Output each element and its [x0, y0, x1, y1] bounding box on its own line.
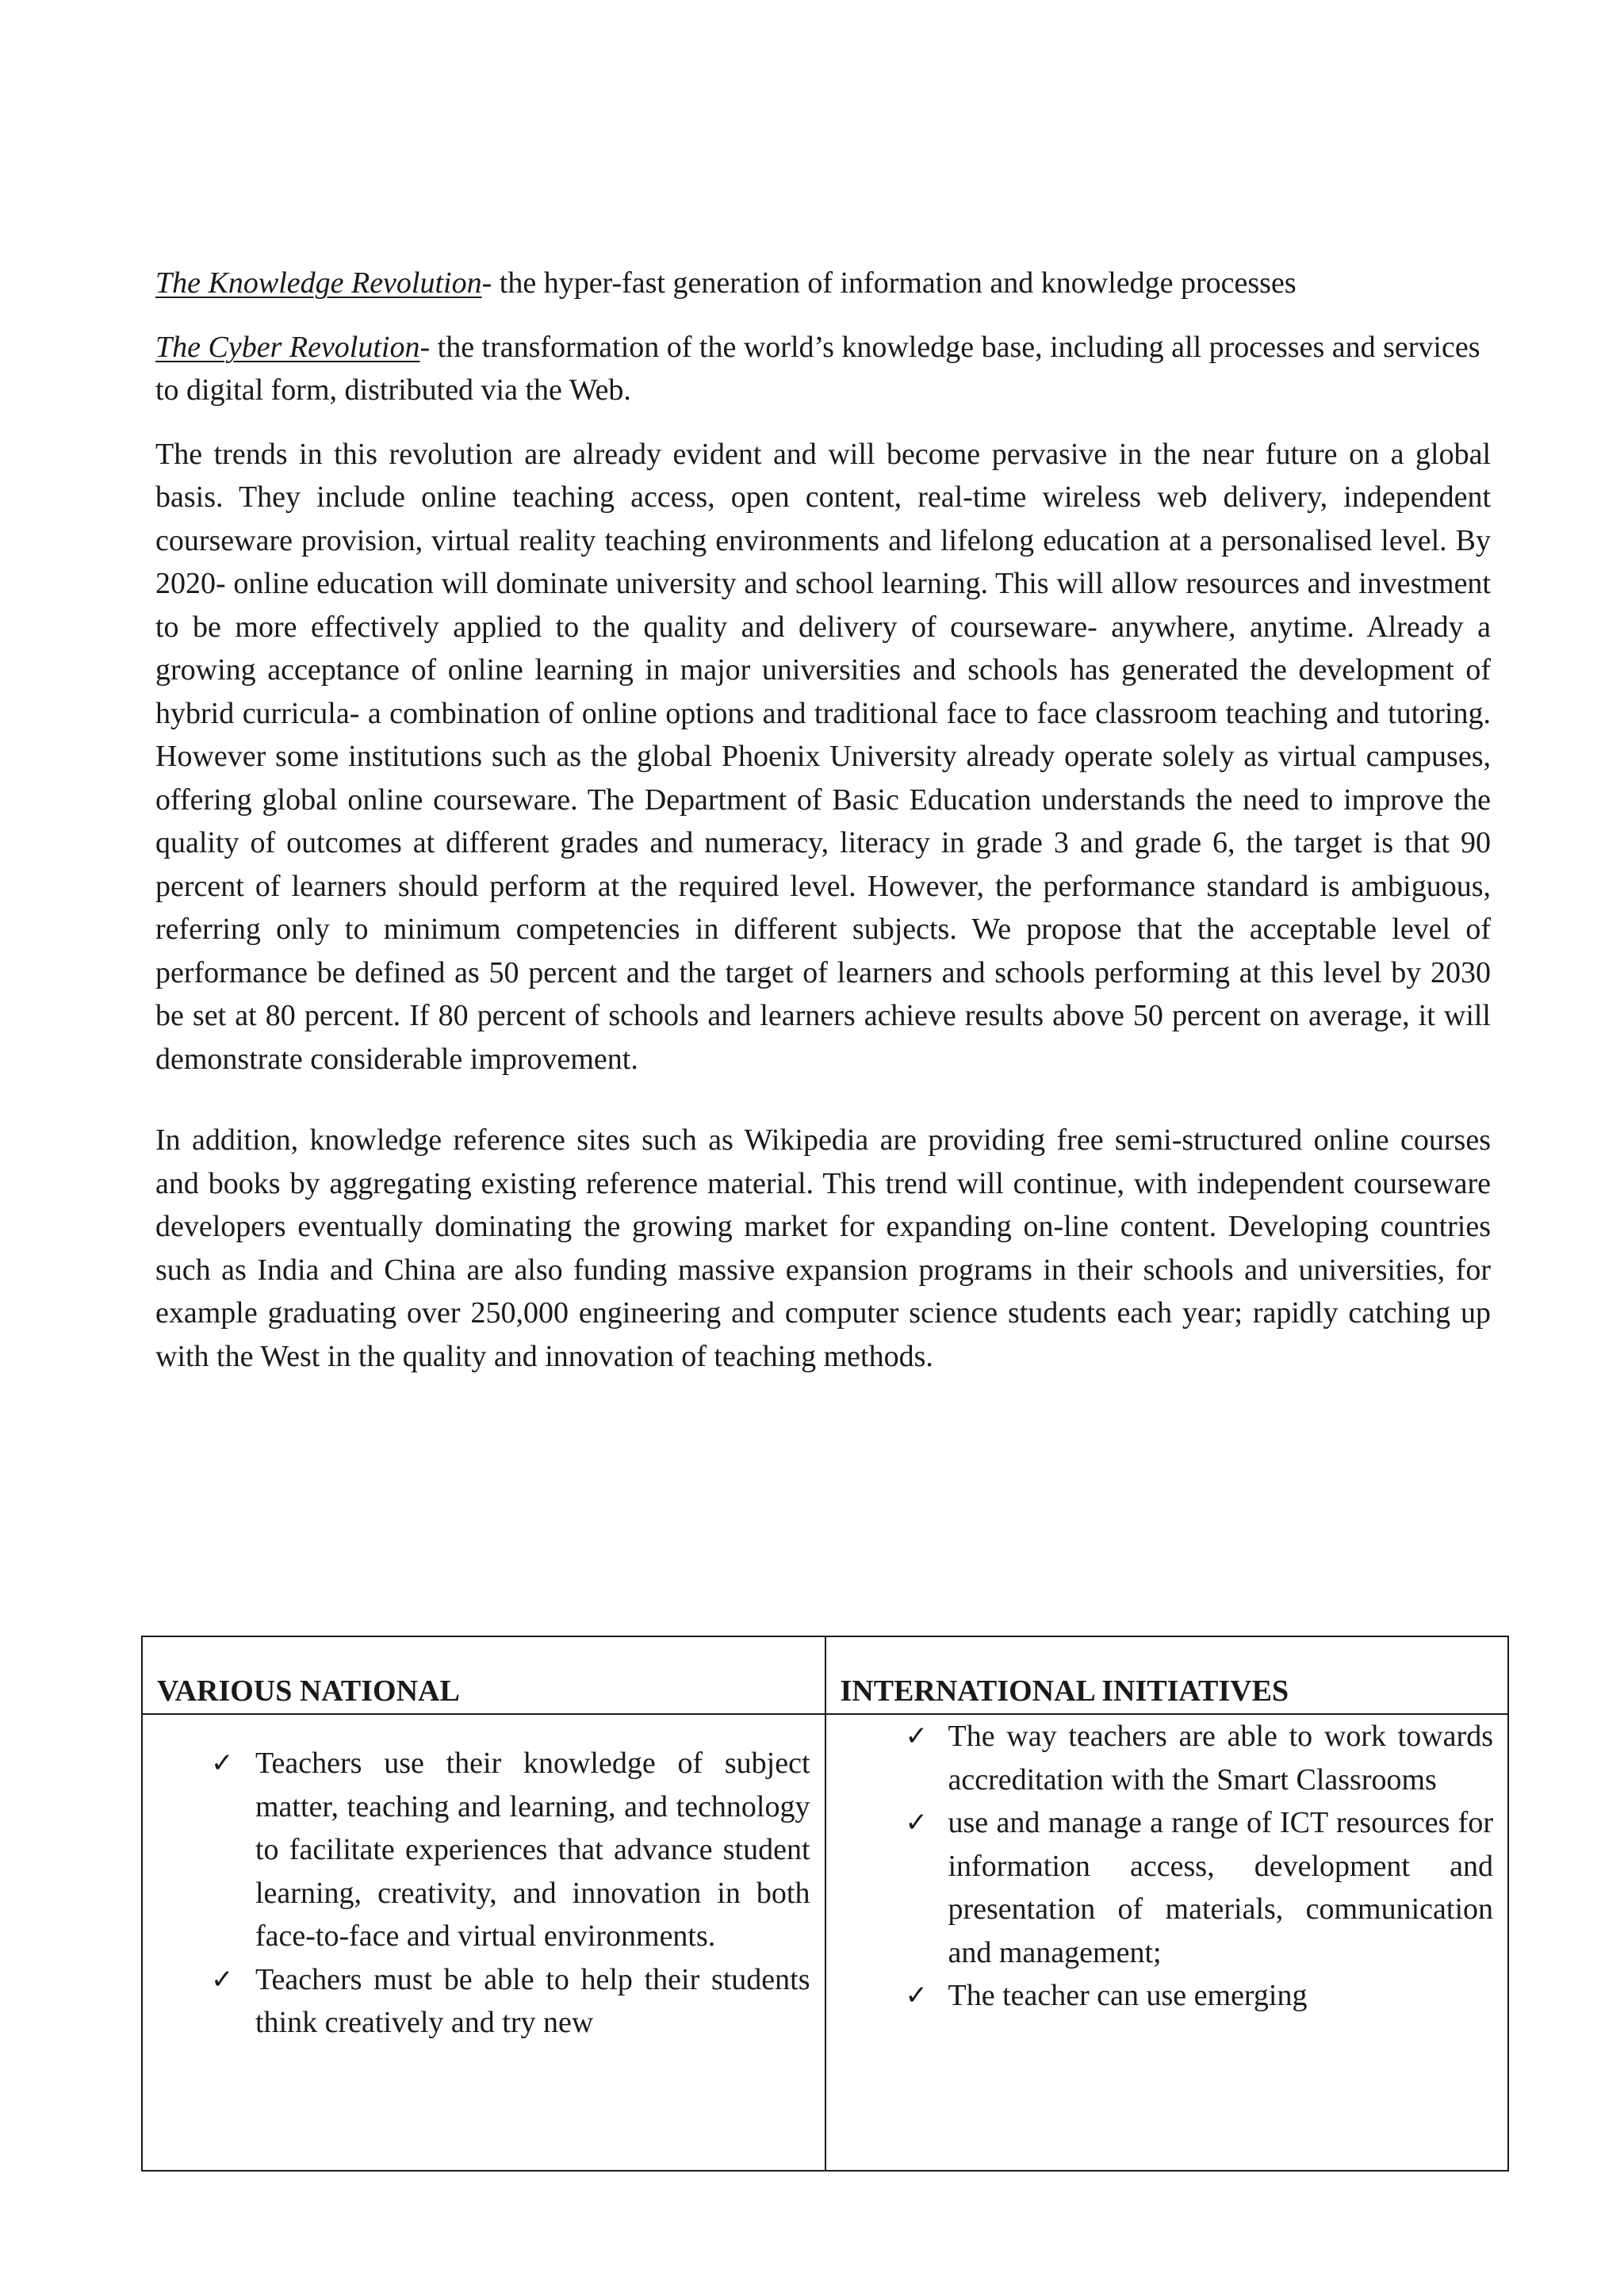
- checkmark-icon: ✓: [905, 1807, 928, 1839]
- list-item: [157, 1742, 810, 1958]
- header-various-national: VARIOUS NATIONAL: [142, 1636, 825, 1714]
- table-header-row: [142, 1636, 1508, 1714]
- list-item-text: use and manage a range of ICT resources for information access, development and presentation of materials, communication and management;: [948, 1806, 1493, 1969]
- checkmark-icon: ✓: [905, 1720, 928, 1752]
- list-item: [841, 1715, 1494, 1801]
- list-item-text: The teacher can use emerging: [948, 1979, 1308, 2012]
- paragraph-reference-sites: In addition, knowledge reference sites such as Wikipedia are providing free semi-structured online courses and books by aggregating existing reference material. This trend will continue, with independent courseware developers eventually dominating the growing market for expanding on-line content. Developing countries such as India and China are also funding massive expansion programs in their schools and universities, for example graduating over 250,000 engineering and computer science students each year; rapidly catching up with the West in the quality and innovation of teaching methods.: [155, 1123, 1491, 1373]
- checkmark-icon: ✓: [905, 1980, 928, 2011]
- checkmark-icon: ✓: [211, 1747, 234, 1779]
- list-item-text: The way teachers are able to work towards accreditation with the Smart Classrooms: [948, 1720, 1493, 1797]
- document-body: [155, 262, 1491, 1378]
- checkmark-icon: ✓: [211, 1963, 234, 1996]
- national-cell: [142, 1714, 825, 2171]
- definition-text: - the hyper-fast generation of information and knowledge processes: [481, 266, 1297, 300]
- national-list: [157, 1742, 810, 2045]
- paragraph-trends: The trends in this revolution are already evident and will become pervasive in the near future on a global basis. They include online teaching access, open content, real-time wireless web delivery, independent courseware provision, virtual reality teaching environments and lifelong education at a personalised level. By 2020- online education will dominate university and school learning. This will allow resources and investment to be more effectively applied to the quality and delivery of courseware- anywhere, anytime. Already a growing acceptance of online learning in major universities and schools has generated the development of hybrid curricula- a combination of online options and traditional face to face classroom teaching and tutoring. However some institutions such as the global Phoenix University already operate solely as virtual campuses, offering global online courseware. The Department of Basic Education understands the need to improve the quality of outcomes at different grades and numeracy, literacy in grade 3 and grade 6, the target is that 90 percent of learners should perform at the required level. However, the performance standard is ambiguous, referring only to minimum competencies in different subjects. We propose that the acceptable level of performance be defined as 50 percent and the target of learners and schools performing at this level by 2030 be set at 80 percent. If 80 percent of schools and learners achieve results above 50 percent on average, it will demonstrate considerable improvement.: [155, 437, 1491, 1076]
- initiatives-table: [141, 1636, 1509, 2172]
- list-item-text: Teachers use their knowledge of subject matter, teaching and learning, and technology to facilitate experiences that advance student learning, creativity, and innovation in both face-to-face and virtual environments.: [255, 1747, 810, 1953]
- definition-term: The Knowledge Revolution: [155, 266, 482, 300]
- header-international-initiatives: INTERNATIONAL INITIATIVES: [825, 1636, 1509, 1714]
- definition-text: - the transformation of the world’s knowledge base, including all processes and services to digital form, distributed via the Web.: [155, 330, 1480, 407]
- list-item: [841, 1974, 1494, 2018]
- list-item: [157, 1958, 810, 2045]
- definition-term: The Cyber Revolution: [155, 330, 420, 364]
- list-item: [841, 1801, 1494, 1974]
- international-list: [841, 1715, 1494, 2018]
- table-row: [142, 1714, 1508, 2171]
- international-cell: [825, 1714, 1509, 2171]
- definition-knowledge-revolution: [155, 262, 1491, 305]
- list-item-text: Teachers must be able to help their students think creatively and try new: [255, 1962, 810, 2039]
- definition-cyber-revolution: [155, 326, 1491, 412]
